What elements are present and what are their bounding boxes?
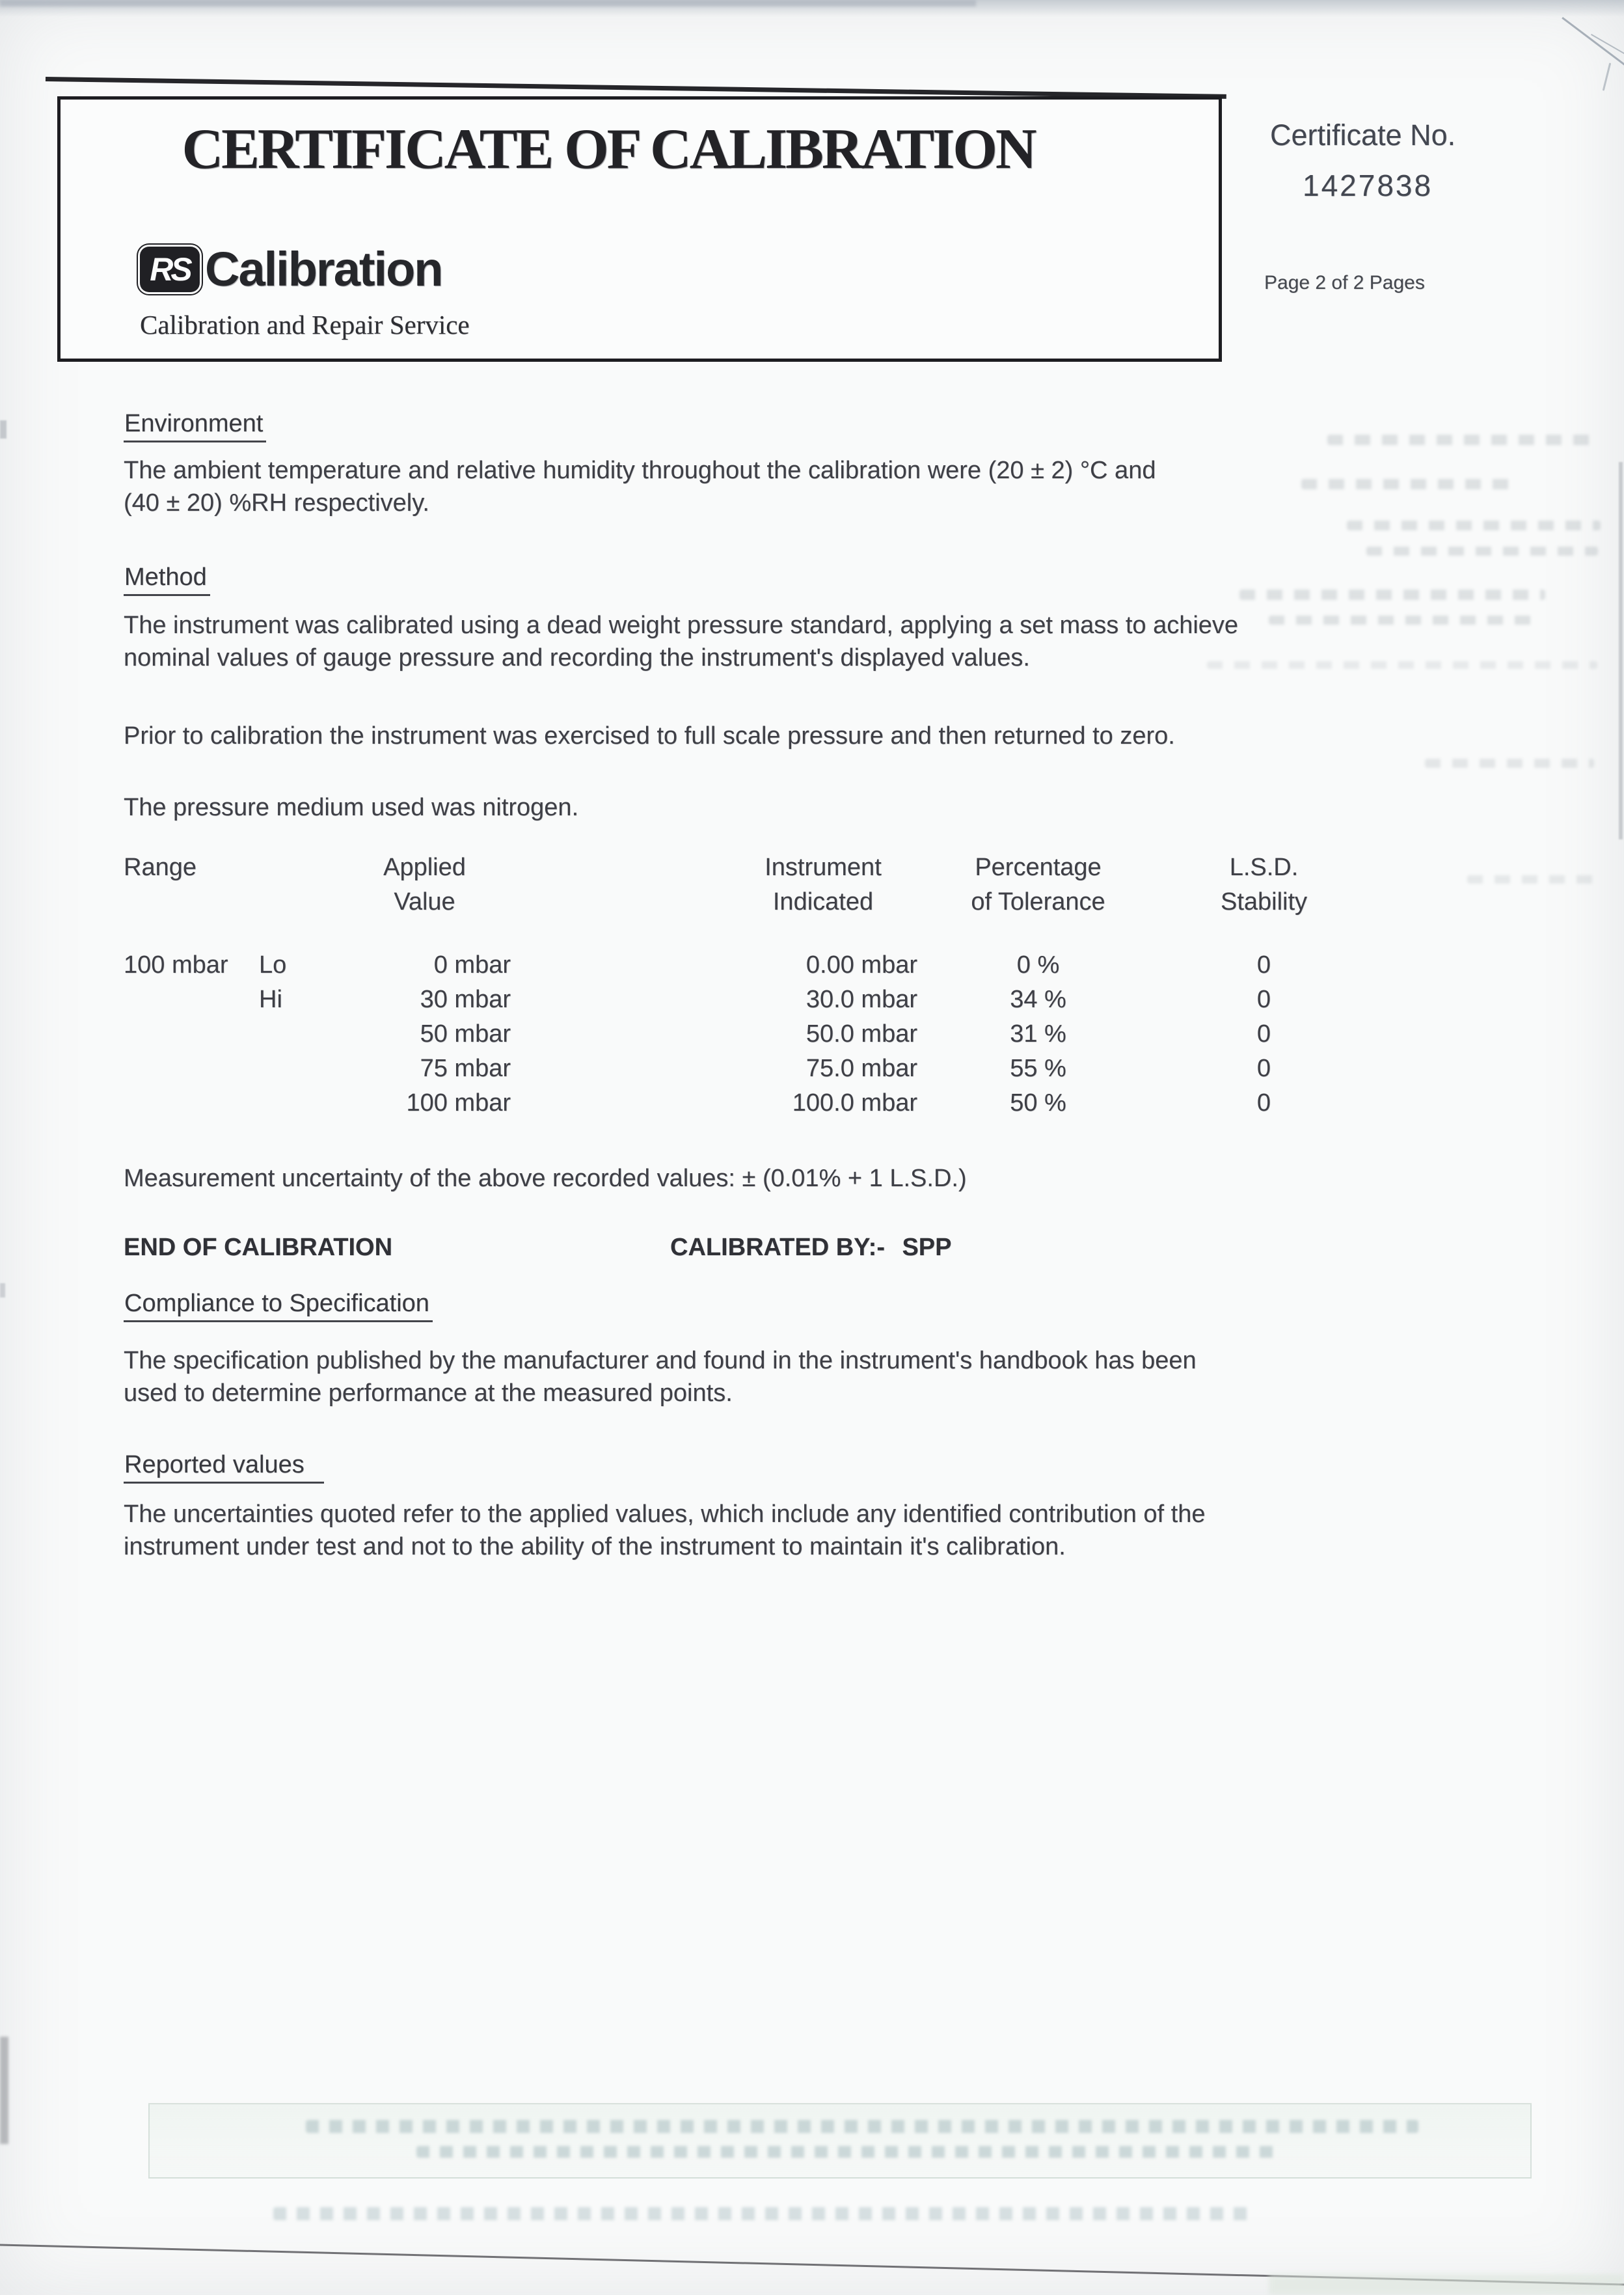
reported-values-line: instrument under test and not to the ability of the instrument to maintain it's calibration. <box>124 1533 1066 1560</box>
scan-edge-smudge <box>0 2037 8 2144</box>
scan-edge-mark <box>0 420 7 439</box>
environment-line: The ambient temperature and relative humidity throughout the calibration were (20 ± 2) °C and <box>124 457 1156 484</box>
compliance-paragraph <box>124 1344 1197 1409</box>
bleed-through-text <box>1327 435 1601 445</box>
method-paragraph-1 <box>124 609 1238 674</box>
col-header-lsd: L.S.D. <box>1229 854 1299 881</box>
calibrated-by-label: CALIBRATED BY:- <box>670 1234 885 1261</box>
end-of-calibration-label: END OF CALIBRATION <box>124 1234 393 1261</box>
bleed-through-text <box>273 2207 1256 2220</box>
bleed-through-text <box>1347 521 1601 530</box>
reported-values-section-heading: Reported values <box>124 1451 324 1484</box>
uncertainty-note: Measurement uncertainty of the above recorded values: ± (0.01% + 1 L.S.D.) <box>124 1165 967 1192</box>
results-table-body <box>0 951 1624 1124</box>
compliance-section-heading: Compliance to Specification <box>124 1290 433 1322</box>
page-indicator: Page 2 of 2 Pages <box>1264 272 1425 293</box>
col-header-indicated: Indicated <box>772 888 874 916</box>
col-header-range: Range <box>124 854 196 881</box>
certificate-no-value: 1427838 <box>1303 169 1433 202</box>
calibrated-by <box>670 1231 952 1264</box>
certificate-header-box <box>57 96 1222 362</box>
environment-paragraph <box>124 454 1156 519</box>
bleed-through-text <box>1301 479 1516 489</box>
bleed-through-text <box>1366 547 1598 556</box>
results-table-header <box>0 854 1624 923</box>
scan-right-edge-shadow <box>1619 462 1623 839</box>
method-section-heading: Method <box>124 564 210 596</box>
scan-edge-mark <box>0 1283 5 1297</box>
bleed-through-text <box>416 2146 1282 2158</box>
scan-crease-mark <box>1603 62 1612 90</box>
reported-values-line: The uncertainties quoted refer to the applied values, which include any identified contribution of the <box>124 1501 1206 1528</box>
environment-section-heading: Environment <box>124 410 266 442</box>
scan-corner-tint <box>1269 2274 1624 2295</box>
method-line: nominal values of gauge pressure and recording the instrument's displayed values. <box>124 644 1030 672</box>
environment-line: (40 ± 20) %RH respectively. <box>124 489 429 517</box>
table-row: Hi 30 mbar 30.0 mbar 34 % 0 <box>259 986 1271 1013</box>
calibrated-by-value: SPP <box>902 1234 952 1261</box>
method-paragraph-2: Prior to calibration the instrument was exercised to full scale pressure and then returned to zero. <box>124 722 1175 750</box>
col-header-stability: Stability <box>1220 888 1308 916</box>
compliance-line: used to determine performance at the measured points. <box>124 1379 733 1407</box>
reported-values-paragraph <box>124 1498 1206 1563</box>
bleed-through-text <box>1239 590 1545 600</box>
rs-logo-icon: RS <box>140 247 200 292</box>
certificate-no-label: Certificate No. <box>1270 118 1456 152</box>
method-line: The instrument was calibrated using a dead weight pressure standard, applying a set mass to achieve <box>124 612 1239 639</box>
bleed-through-text <box>306 2120 1418 2133</box>
table-row: 100 mbar 100.0 mbar 50 % 0 <box>406 1089 1271 1117</box>
table-row: 75 mbar 75.0 mbar 55 % 0 <box>420 1055 1271 1082</box>
certificate-title: CERTIFICATE OF CALIBRATION <box>182 118 1035 181</box>
col-header-value: Value <box>394 888 455 916</box>
bleed-through-box <box>148 2103 1532 2179</box>
col-header-instrument: Instrument <box>765 854 882 881</box>
table-row: 50 mbar 50.0 mbar 31 % 0 <box>420 1020 1271 1048</box>
scan-crease-mark <box>1562 17 1624 66</box>
rs-calibration-logo <box>140 241 442 297</box>
table-row: 100 mbar Lo 0 mbar 0.00 mbar 0 % 0 <box>124 951 1271 979</box>
scan-doubled-border-line <box>46 77 1226 99</box>
compliance-line: The specification published by the manufacturer and found in the instrument's handbook has been <box>124 1347 1197 1374</box>
col-header-applied: Applied <box>383 854 466 881</box>
col-header-of-tolerance: of Tolerance <box>971 888 1105 916</box>
method-paragraph-3: The pressure medium used was nitrogen. <box>124 794 579 821</box>
logo-tagline: Calibration and Repair Service <box>140 310 470 340</box>
bleed-through-text <box>1269 616 1542 625</box>
scan-top-edge-line <box>0 0 976 7</box>
col-header-percentage: Percentage <box>975 854 1102 881</box>
logo-brand-text: Calibration <box>205 242 442 296</box>
bleed-through-text <box>1425 759 1594 768</box>
bleed-through-text <box>1207 661 1597 669</box>
